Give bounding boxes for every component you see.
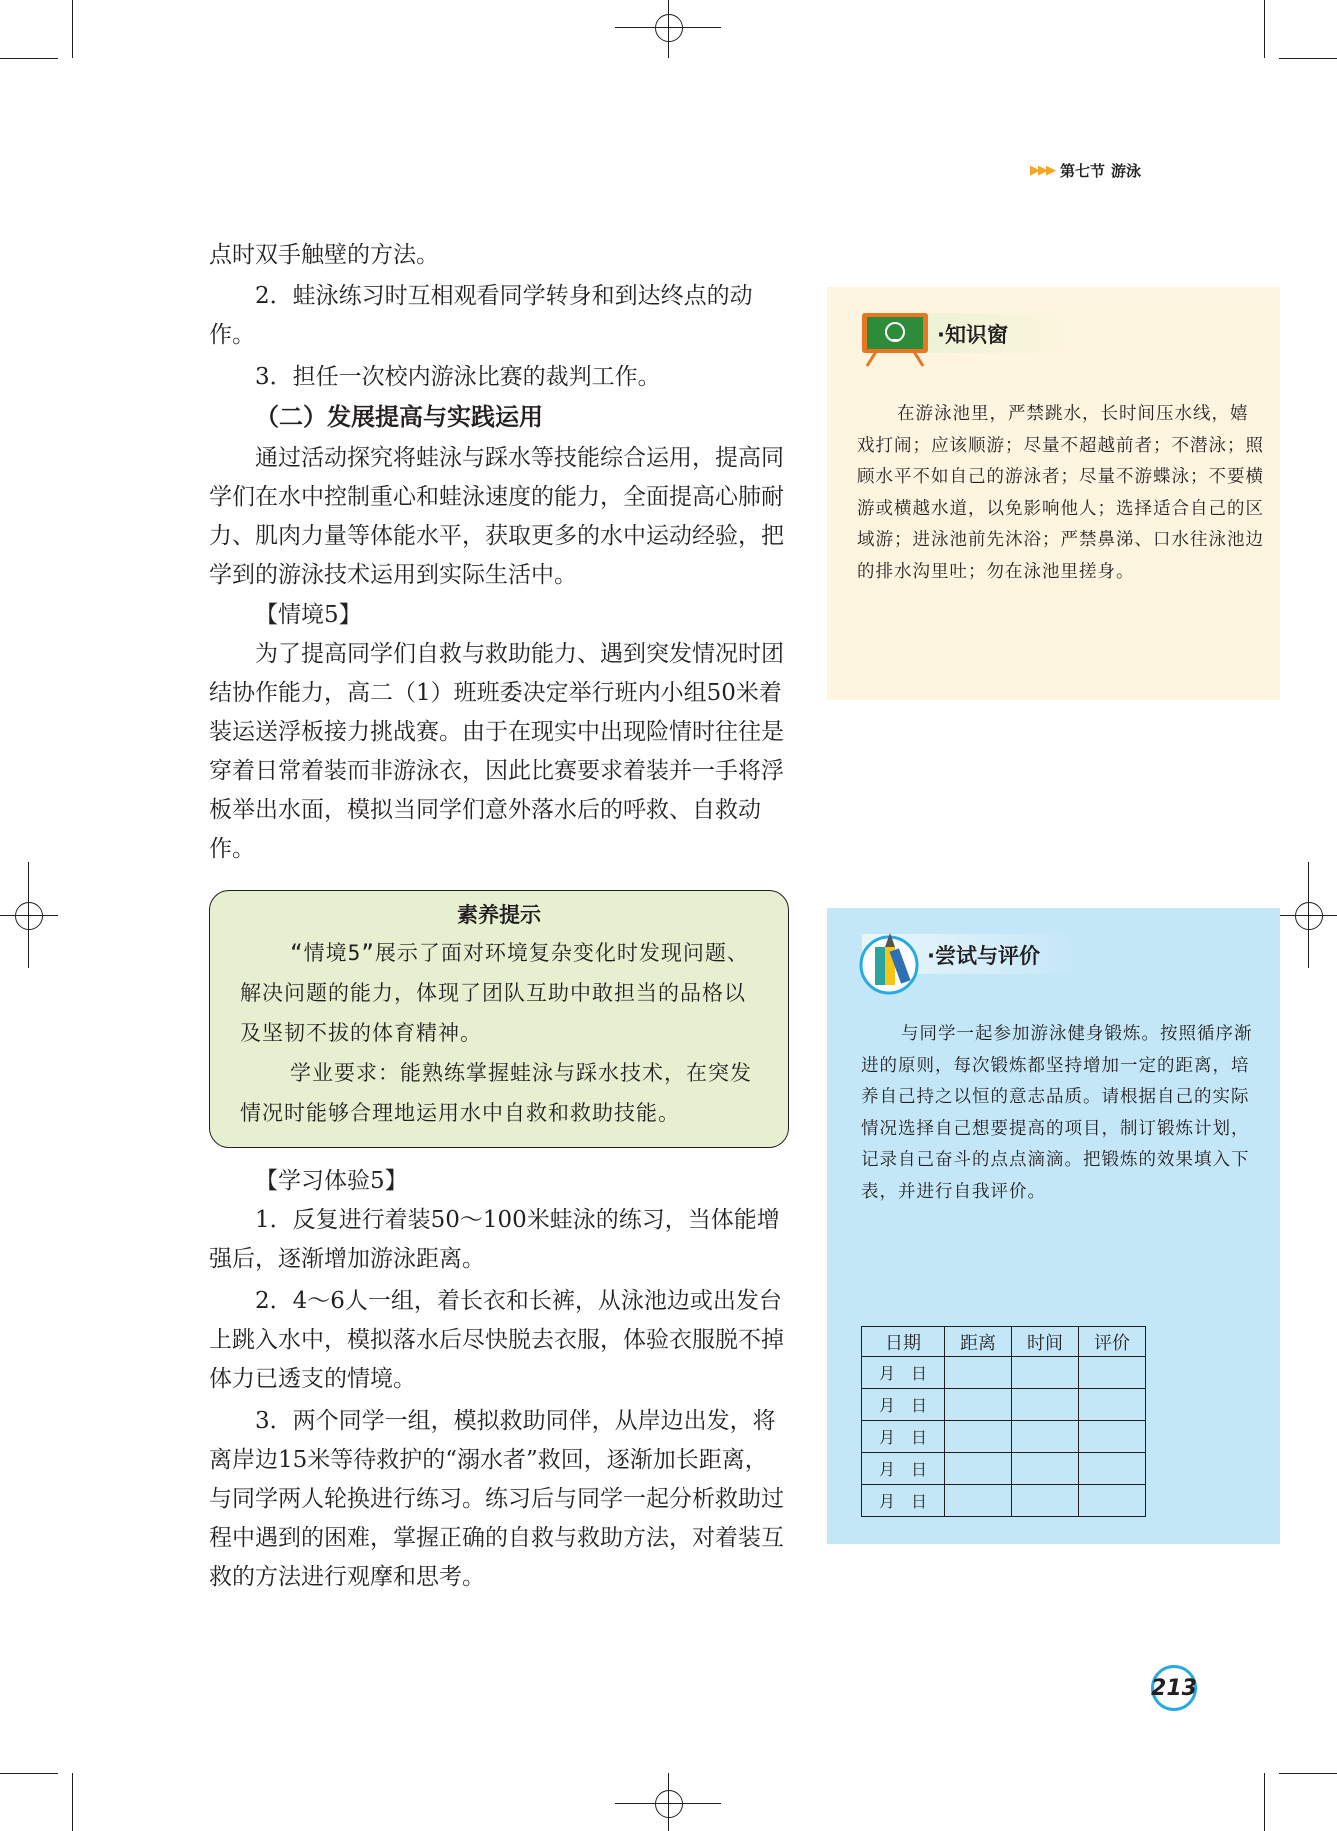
distance-cell[interactable] — [945, 1485, 1012, 1517]
scenario-label: 【情境5】 — [255, 602, 362, 628]
time-cell[interactable] — [1012, 1453, 1079, 1485]
section-title: 游泳 — [1111, 162, 1142, 180]
knowledge-window-title: ·知识窗 — [937, 323, 1008, 347]
distance-cell[interactable] — [945, 1389, 1012, 1421]
column-header-distance: 距离 — [945, 1327, 1012, 1357]
running-header — [1030, 160, 1141, 181]
date-cell: 月 日 — [862, 1421, 945, 1453]
time-cell[interactable] — [1012, 1485, 1079, 1517]
time-cell[interactable] — [1012, 1357, 1079, 1389]
time-cell[interactable] — [1012, 1389, 1079, 1421]
pencil-icon — [857, 925, 921, 995]
exercise-record-table — [861, 1326, 1146, 1517]
paragraph-continuation: 点时双手触壁的方法。 — [209, 242, 439, 268]
column-header-date: 日期 — [862, 1327, 945, 1357]
knowledge-window-text: 在游泳池里，严禁跳水，长时间压水线，嬉戏打闹；应该顺游；尽量不超越前者；不潜泳；照顾水平不如自己的游泳者；尽量不游蝶泳；不要横游或横越水道，以免影响他人；选择适合自己的区域游；进泳池前先沐浴；严禁鼻涕、口水往泳池边的排水沟里吐；勿在泳池里搓身。 — [857, 404, 1264, 582]
column-header-time: 时间 — [1012, 1327, 1079, 1357]
section-heading: （二）发展提高与实践运用 — [255, 403, 543, 431]
scenario-paragraph: 为了提高同学们自救与救助能力、遇到突发情况时团结协作能力，高二（1）班班委决定举行班内小组50米着装运送浮板接力挑战赛。由于在现实中出现险情时往往是穿着日常着装而非游泳衣，因此比赛要求着装并一手将浮板举出水面，模拟当同学们意外落水后的呼救、自救动作。 — [209, 641, 784, 862]
table-row — [862, 1421, 1146, 1453]
experience-label: 【学习体验5】 — [255, 1168, 408, 1194]
knowledge-window-box — [827, 287, 1280, 700]
distance-cell[interactable] — [945, 1453, 1012, 1485]
list-item-2: 2．蛙泳练习时互相观看同学转身和到达终点的动作。 — [209, 283, 753, 348]
table-row — [862, 1453, 1146, 1485]
experience-item-3: 3．两个同学一组，模拟救助同伴，从岸边出发，将离岸边15米等待救护的“溺水者”救回，逐渐加长距离，与同学两人轮换进行练习。练习后与同学一起分析救助过程中遇到的困难，掌握正确的自救与救助方法，对着装互救的方法进行观摩和思考。 — [209, 1408, 784, 1590]
experience-item-2: 2．4～6人一组，着长衣和长裤，从泳池边或出发台上跳入水中，模拟落水后尽快脱去衣服，体验衣服脱不掉体力已透支的情境。 — [209, 1288, 784, 1392]
list-item-3: 3．担任一次校内游泳比赛的裁判工作。 — [255, 364, 661, 390]
experience-item-1: 1．反复进行着装50～100米蛙泳的练习，当体能增强后，逐渐增加游泳距离。 — [209, 1207, 780, 1272]
literacy-tip-text: “情境5”展示了面对环境复杂变化时发现问题、解决问题的能力，体现了团队互助中敢担当的品格以及坚韧不拔的体育精神。 — [240, 941, 749, 1045]
try-and-evaluate-text: 与同学一起参加游泳健身锻炼。按照循序渐进的原则，每次锻炼都坚持增加一定的距离，培养自己持之以恒的意志品质。请根据自己的实际情况选择自己想要提高的项目，制订锻炼计划，记录自己奋斗的点点滴滴。把锻炼的效果填入下表，并进行自我评价。 — [861, 1024, 1253, 1202]
evaluation-cell[interactable] — [1079, 1357, 1146, 1389]
page-number: 213 — [1151, 1665, 1197, 1711]
date-cell: 月 日 — [862, 1357, 945, 1389]
triple-arrow-icon: ▶▶▶ — [1030, 163, 1054, 178]
evaluation-cell[interactable] — [1079, 1389, 1146, 1421]
distance-cell[interactable] — [945, 1421, 1012, 1453]
evaluation-cell[interactable] — [1079, 1485, 1146, 1517]
date-cell: 月 日 — [862, 1485, 945, 1517]
section-number: 第七节 — [1060, 162, 1106, 180]
evaluation-cell[interactable] — [1079, 1421, 1146, 1453]
intro-paragraph: 通过活动探究将蛙泳与踩水等技能综合运用，提高同学们在水中控制重心和蛙泳速度的能力，全面提高心肺耐力、肌肉力量等体能水平，获取更多的水中运动经验，把学到的游泳技术运用到实际生活中。 — [209, 445, 784, 588]
date-cell: 月 日 — [862, 1453, 945, 1485]
distance-cell[interactable] — [945, 1357, 1012, 1389]
table-header-row — [862, 1327, 1146, 1357]
literacy-tip-title: 素养提示 — [457, 903, 541, 927]
column-header-evaluation: 评价 — [1079, 1327, 1146, 1357]
table-row — [862, 1485, 1146, 1517]
table-row — [862, 1357, 1146, 1389]
academic-requirement-text: 学业要求：能熟练掌握蛙泳与踩水技术，在突发情况时能够合理地运用水中自救和救助技能。 — [240, 1061, 752, 1125]
chalkboard-icon — [859, 310, 931, 368]
literacy-tip-box — [209, 890, 789, 1148]
time-cell[interactable] — [1012, 1421, 1079, 1453]
evaluation-cell[interactable] — [1079, 1453, 1146, 1485]
try-and-evaluate-title: ·尝试与评价 — [927, 944, 1040, 968]
date-cell: 月 日 — [862, 1389, 945, 1421]
table-row — [862, 1389, 1146, 1421]
